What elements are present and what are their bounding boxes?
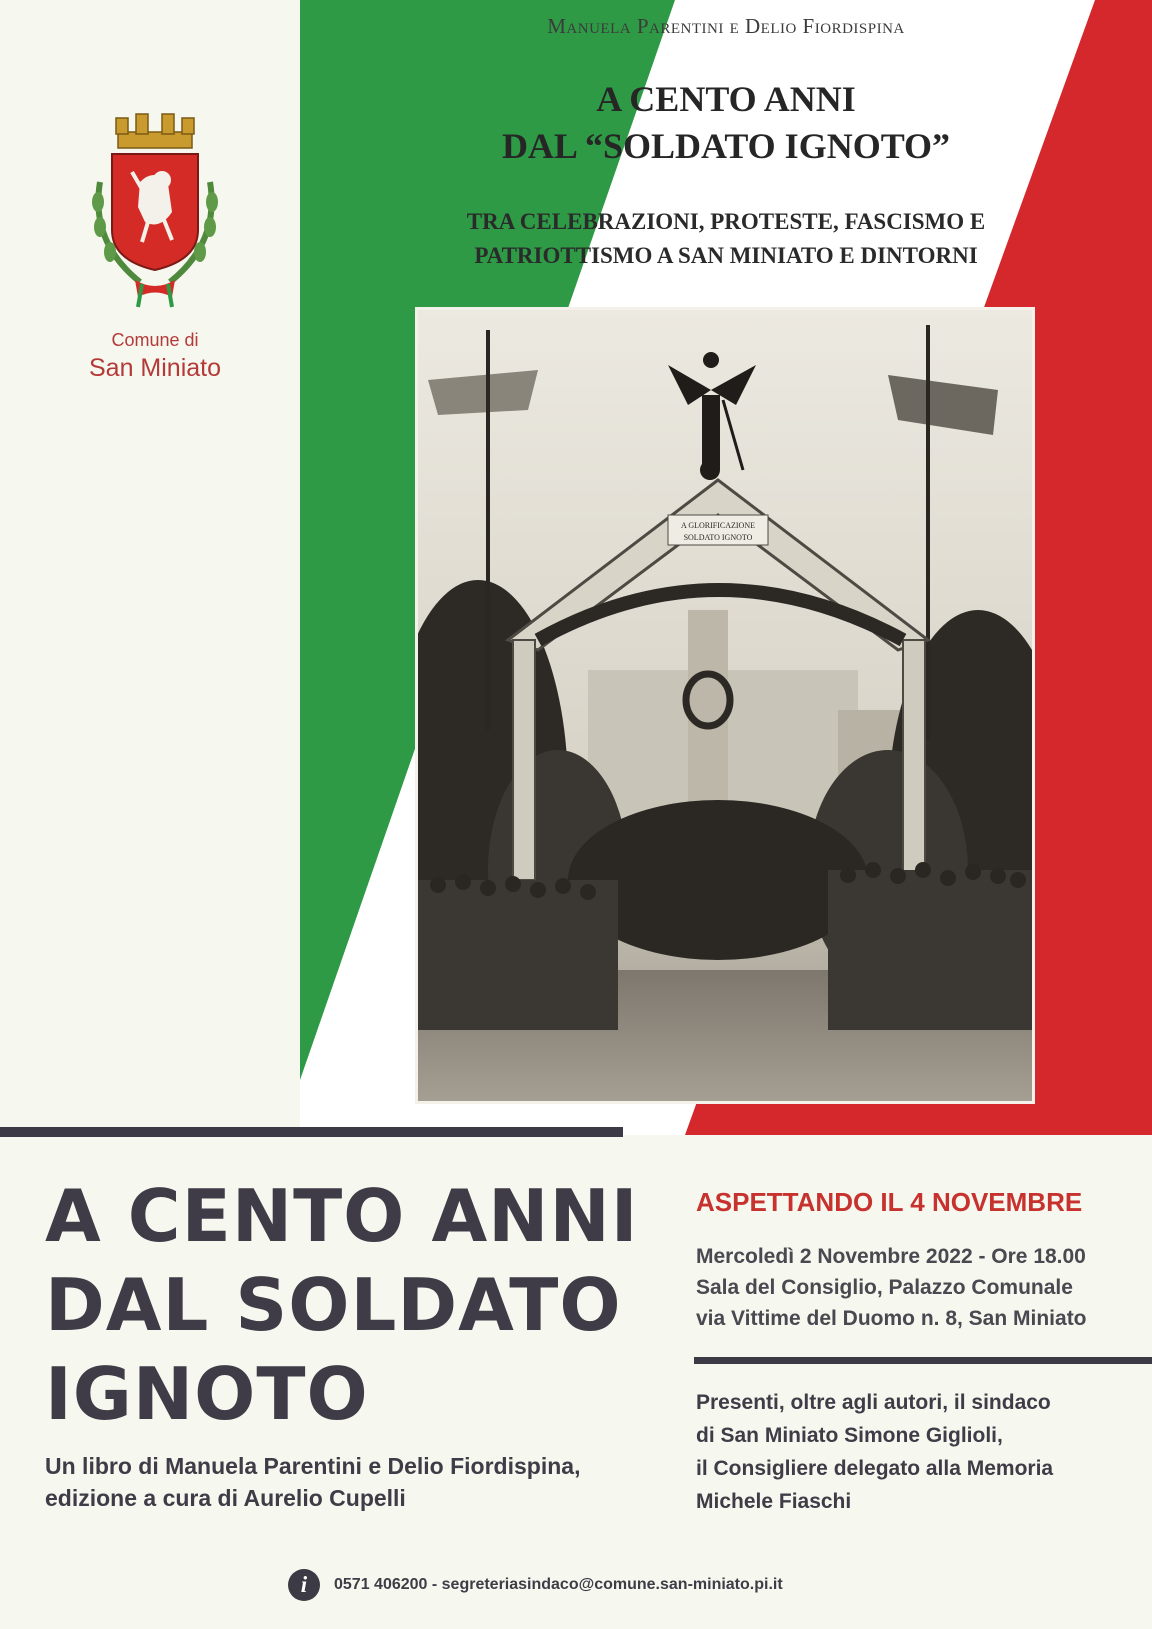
cover-title-line: DAL “SOLDATO IGNOTO” — [501, 126, 951, 166]
cover-title — [300, 76, 1152, 170]
contact-text[interactable]: 0571 406200 - segreteriasindaco@comune.san-miniato.pi.it — [334, 1576, 783, 1593]
book-cover — [300, 0, 1152, 1135]
cover-subtitle-line: TRA CELEBRAZIONI, PROTESTE, FASCISMO E — [466, 209, 986, 234]
historic-photo — [415, 307, 1035, 1104]
guests-line: il Consigliere delegato alla Memoria — [696, 1457, 1054, 1480]
byline-line: edizione a cura di Aurelio Cupelli — [45, 1485, 406, 1511]
book-byline — [45, 1450, 665, 1514]
divider-left — [0, 1127, 623, 1137]
event-details — [696, 1241, 1152, 1334]
event-heading: ASPETTANDO IL 4 NOVEMBRE — [696, 1187, 1083, 1217]
event-venue: Sala del Consiglio, Palazzo Comunale — [696, 1276, 1073, 1299]
main-title — [45, 1172, 665, 1439]
logo-comune-di: Comune di — [111, 330, 199, 350]
cover-subtitle-line: PATRIOTTISMO A SAN MINIATO E DINTORNI — [474, 243, 978, 268]
divider-right — [694, 1357, 1152, 1364]
main-title-line: A CENTO ANNI — [45, 1174, 639, 1258]
guests-line: di San Miniato Simone Giglioli, — [696, 1424, 1003, 1447]
info-icon: i — [288, 1569, 320, 1601]
event-address: via Vittime del Duomo n. 8, San Miniato — [696, 1307, 1087, 1330]
arch-sign-line: SOLDATO IGNOTO — [683, 533, 753, 542]
cover-subtitle — [300, 205, 1152, 273]
byline-line: Un libro di Manuela Parentini e Delio Fiordispina, — [45, 1453, 581, 1479]
coat-of-arms-logo — [80, 112, 230, 317]
main-title-line: DAL SOLDATO — [45, 1263, 622, 1347]
event-guests — [696, 1386, 1146, 1518]
contact-info — [288, 1568, 783, 1602]
arch-sign-line: A GLORIFICAZIONE — [681, 521, 755, 530]
guests-line: Presenti, oltre agli autori, il sindaco — [696, 1391, 1051, 1414]
logo-town-name: San Miniato — [88, 354, 222, 382]
cover-title-line: A CENTO ANNI — [596, 79, 856, 119]
main-title-line: IGNOTO — [45, 1352, 369, 1436]
cover-authors: Manuela Parentini e Delio Fiordispina — [547, 14, 905, 38]
guests-line: Michele Fiaschi — [696, 1490, 852, 1513]
event-date: Mercoledì 2 Novembre 2022 - Ore 18.00 — [696, 1245, 1086, 1268]
